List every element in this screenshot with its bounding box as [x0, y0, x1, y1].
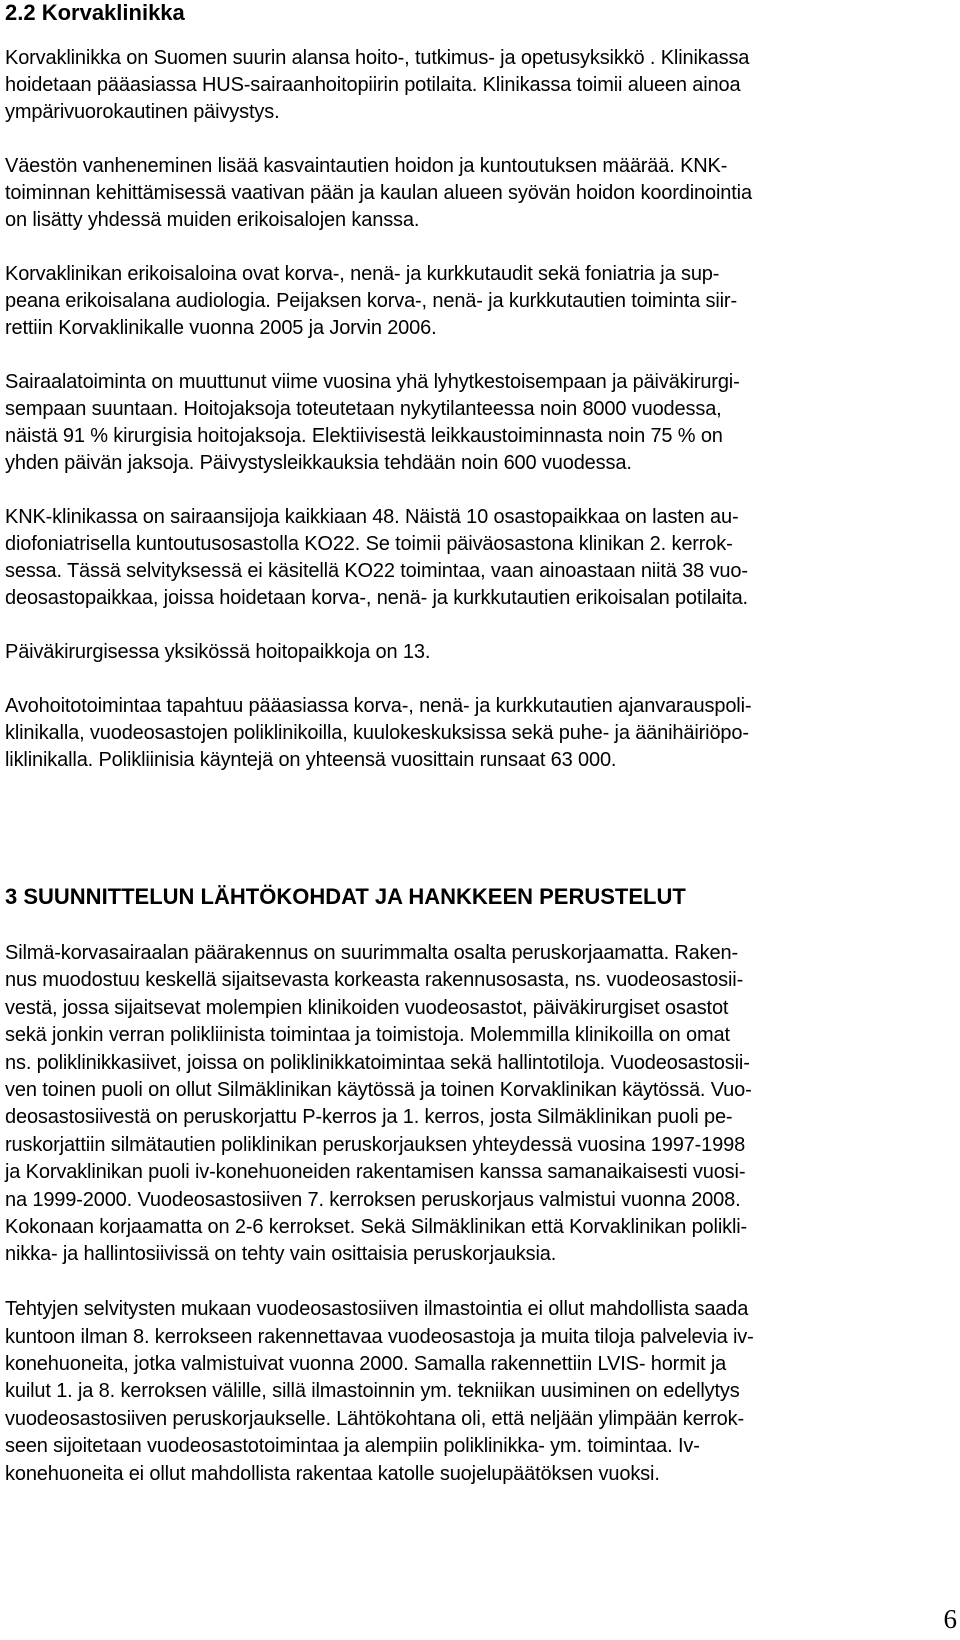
text-line: ns. poliklinikkasiivet, joissa on poliklinikkatoimintaa sekä hallintotiloja. Vuodeosastosii-	[5, 1051, 750, 1074]
text-line: Sairaalatoiminta on muuttunut viime vuosina yhä lyhytkestoisempaan ja päiväkirurgi-	[5, 371, 740, 393]
text-line: na 1999-2000. Vuodeosastosiiven 7. kerroksen peruskorjaus valmistui vuonna 2008.	[5, 1188, 741, 1211]
text-line: sempaan suuntaan. Hoitojaksoja toteutetaan nykytilanteessa noin 8000 vuodessa,	[5, 398, 722, 420]
text-line: peana erikoisalana audiologia. Peijaksen korva-, nenä- ja kurkkutautien toiminta siir-	[5, 290, 737, 312]
text-line: nikka- ja hallintosiivissä on tehty vain osittaisia peruskorjauksia.	[5, 1243, 557, 1266]
text-line: liklinikalla. Polikliinisia käyntejä on yhteensä vuosittain runsaat 63 000.	[5, 749, 617, 771]
section-2-2-body	[5, 45, 955, 801]
text-line: kuntoon ilman 8. kerrokseen rakennettavaa vuodeosastoja ja muita tiloja palvelevia iv-	[5, 1325, 754, 1348]
text-line: konehuoneita ei ollut mahdollista rakentaa katolle suojelupäätöksen vuoksi.	[5, 1462, 660, 1485]
text-line: sekä jonkin verran polikliinista toimintaa ja toimistoja. Molemmilla klinikoilla on omat	[5, 1024, 730, 1047]
paragraph	[5, 45, 955, 126]
text-line: ja Korvaklinikan puoli iv-konehuoneiden rakentamisen kanssa samanaikaisesti vuosi-	[5, 1161, 746, 1184]
text-line: kuilut 1. ja 8. kerroksen välille, sillä ilmastoinnin ym. tekniikan uusiminen on edellytys	[5, 1380, 740, 1403]
text-line: deosastosiivestä on peruskorjattu P-kerros ja 1. kerros, josta Silmäklinikan puoli pe-	[5, 1106, 733, 1129]
paragraph	[5, 693, 955, 774]
text-line: ruskorjattiin silmätautien poliklinikan peruskorjauksen yhteydessä vuosina 1997-1998	[5, 1133, 746, 1156]
text-line: hoidetaan pääasiassa HUS-sairaanhoitopiirin potilaita. Klinikassa toimii alueen ainoa	[5, 74, 741, 96]
paragraph	[5, 369, 955, 477]
text-line: KNK-klinikassa on sairaansijoja kaikkiaan 48. Näistä 10 osastopaikkaa on lasten au-	[5, 506, 739, 528]
text-line: rettiin Korvaklinikalle vuonna 2005 ja Jorvin 2006.	[5, 317, 437, 339]
text-line: klinikalla, vuodeosastojen poliklinikoilla, kuulokeskuksissa sekä puhe- ja äänihäiriöpo-	[5, 722, 749, 744]
text-line: Päiväkirurgisessa yksikössä hoitopaikkoja on 13.	[5, 641, 431, 663]
text-line: Silmä-korvasairaalan päärakennus on suurimmalta osalta peruskorjaamatta. Raken-	[5, 942, 738, 964]
section-heading-2-2: 2.2 Korvaklinikka	[5, 0, 185, 25]
paragraph	[5, 1296, 955, 1488]
text-line: näistä 91 % kirurgisia hoitojaksoja. Elektiivisestä leikkaustoiminnasta noin 75 % on	[5, 425, 723, 447]
page-number: 6	[943, 1604, 957, 1634]
text-line: Tehtyjen selvitysten mukaan vuodeosastosiiven ilmastointia ei ollut mahdollista saada	[5, 1298, 749, 1321]
text-line: sessa. Tässä selvityksessä ei käsitellä KO22 toimintaa, vaan ainoastaan niitä 38 vuo-	[5, 560, 748, 582]
section-heading-3: 3 SUUNNITTELUN LÄHTÖKOHDAT JA HANKKEEN PERUSTELUT	[5, 884, 686, 909]
text-line: Avohoitotoimintaa tapahtuu pääasiassa korva-, nenä- ja kurkkutautien ajanvarauspoli-	[5, 695, 752, 717]
text-line: on lisätty yhdessä muiden erikoisalojen kanssa.	[5, 209, 420, 231]
paragraph	[5, 261, 955, 342]
text-line: Korvaklinikan erikoisaloina ovat korva-, nenä- ja kurkkutaudit sekä foniatria ja sup-	[5, 263, 720, 285]
text-line: konehuoneita, jotka valmistuivat vuonna 2000. Samalla rakennettiin LVIS- hormit ja	[5, 1353, 727, 1376]
paragraph	[5, 504, 955, 612]
text-line: vuodeosastosiiven peruskorjaukselle. Lähtökohtana oli, että neljään ylimpään kerrok-	[5, 1407, 744, 1430]
text-line: toiminnan kehittämisessä vaativan pään ja kaulan alueen syövän hoidon koordinointia	[5, 182, 752, 204]
paragraph	[5, 153, 955, 234]
text-line: vestä, jossa sijaitsevat molempien klinikoiden vuodeosastot, päiväkirurgiset osastot	[5, 996, 729, 1019]
text-line: ympärivuorokautinen päivystys.	[5, 101, 280, 123]
text-line: Korvaklinikka on Suomen suurin alansa hoito-, tutkimus- ja opetusyksikkö . Klinikassa	[5, 47, 750, 69]
text-line: Väestön vanheneminen lisää kasvaintautien hoidon ja kuntoutuksen määrää. KNK-	[5, 155, 728, 177]
text-line: Kokonaan korjaamatta on 2-6 kerrokset. Sekä Silmäklinikan että Korvaklinikan polikli-	[5, 1216, 748, 1239]
text-line: seen sijoitetaan vuodeosastotoimintaa ja alempiin poliklinikka- ym. toimintaa. Iv-	[5, 1435, 700, 1458]
paragraph	[5, 639, 955, 666]
text-line: deosastopaikkaa, joissa hoidetaan korva-, nenä- ja kurkkutautien erikoisalan potilaita.	[5, 587, 748, 609]
section-3-body	[5, 940, 955, 1516]
text-line: yhden päivän jaksoja. Päivystysleikkauksia tehdään noin 600 vuodessa.	[5, 452, 632, 474]
text-line: ven toinen puoli on ollut Silmäklinikan käytössä ja toinen Korvaklinikan käytössä. Vuo-	[5, 1079, 752, 1102]
text-line: nus muodostuu keskellä sijaitsevasta korkeasta rakennusosasta, ns. vuodeosastosii-	[5, 969, 744, 992]
text-line: diofoniatrisella kuntoutusosastolla KO22. Se toimii päiväosastona klinikan 2. kerrok-	[5, 533, 733, 555]
paragraph	[5, 940, 955, 1269]
